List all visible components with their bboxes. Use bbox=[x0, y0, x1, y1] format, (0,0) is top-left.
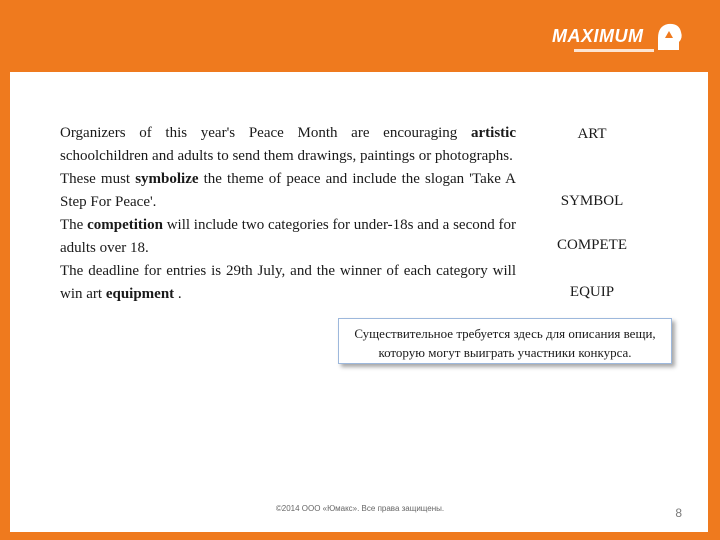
keyword-art: ART bbox=[577, 126, 607, 142]
keyword-compete: COMPETE bbox=[556, 237, 627, 253]
bold-keyword: symbolize bbox=[135, 171, 199, 187]
text-segment: . bbox=[174, 286, 182, 302]
footer-copyright: ©2014 ООО «Юмакс». Все права защищены. bbox=[275, 504, 445, 513]
head-silhouette-icon bbox=[652, 20, 684, 54]
maximum-logo bbox=[552, 18, 687, 60]
logo-tagline-bar bbox=[574, 49, 654, 52]
text-segment: schoolchildren and adults to send them drawings, paintings or photographs. bbox=[60, 148, 513, 164]
text-segment: The deadline for entries is 29th July, and the winner of each category will win art bbox=[60, 263, 516, 302]
text-segment: the theme of peace and include the slogan 'Take A Step For Peace'. bbox=[60, 171, 516, 210]
keyword-symbol: SYMBOL bbox=[560, 193, 624, 209]
exercise-text bbox=[60, 122, 516, 306]
text-segment: These must bbox=[60, 171, 136, 187]
bold-keyword: competition bbox=[87, 217, 163, 233]
page-number: 8 bbox=[675, 506, 682, 520]
bold-keyword: artistic bbox=[471, 125, 516, 141]
text-segment: The bbox=[60, 217, 88, 233]
logo-text: MAXIMUM bbox=[552, 26, 644, 46]
hint-box: Существительное требуется здесь для описания вещи, которую могут выиграть участники конкурса. bbox=[338, 318, 672, 364]
text-segment: Organizers of this year's Peace Month are encouraging bbox=[60, 125, 472, 141]
text-segment: will include two categories for under-18s and a second for adults over 18. bbox=[60, 217, 516, 256]
keyword-equip: EQUIP bbox=[569, 284, 615, 300]
bold-keyword: equipment bbox=[105, 286, 175, 302]
